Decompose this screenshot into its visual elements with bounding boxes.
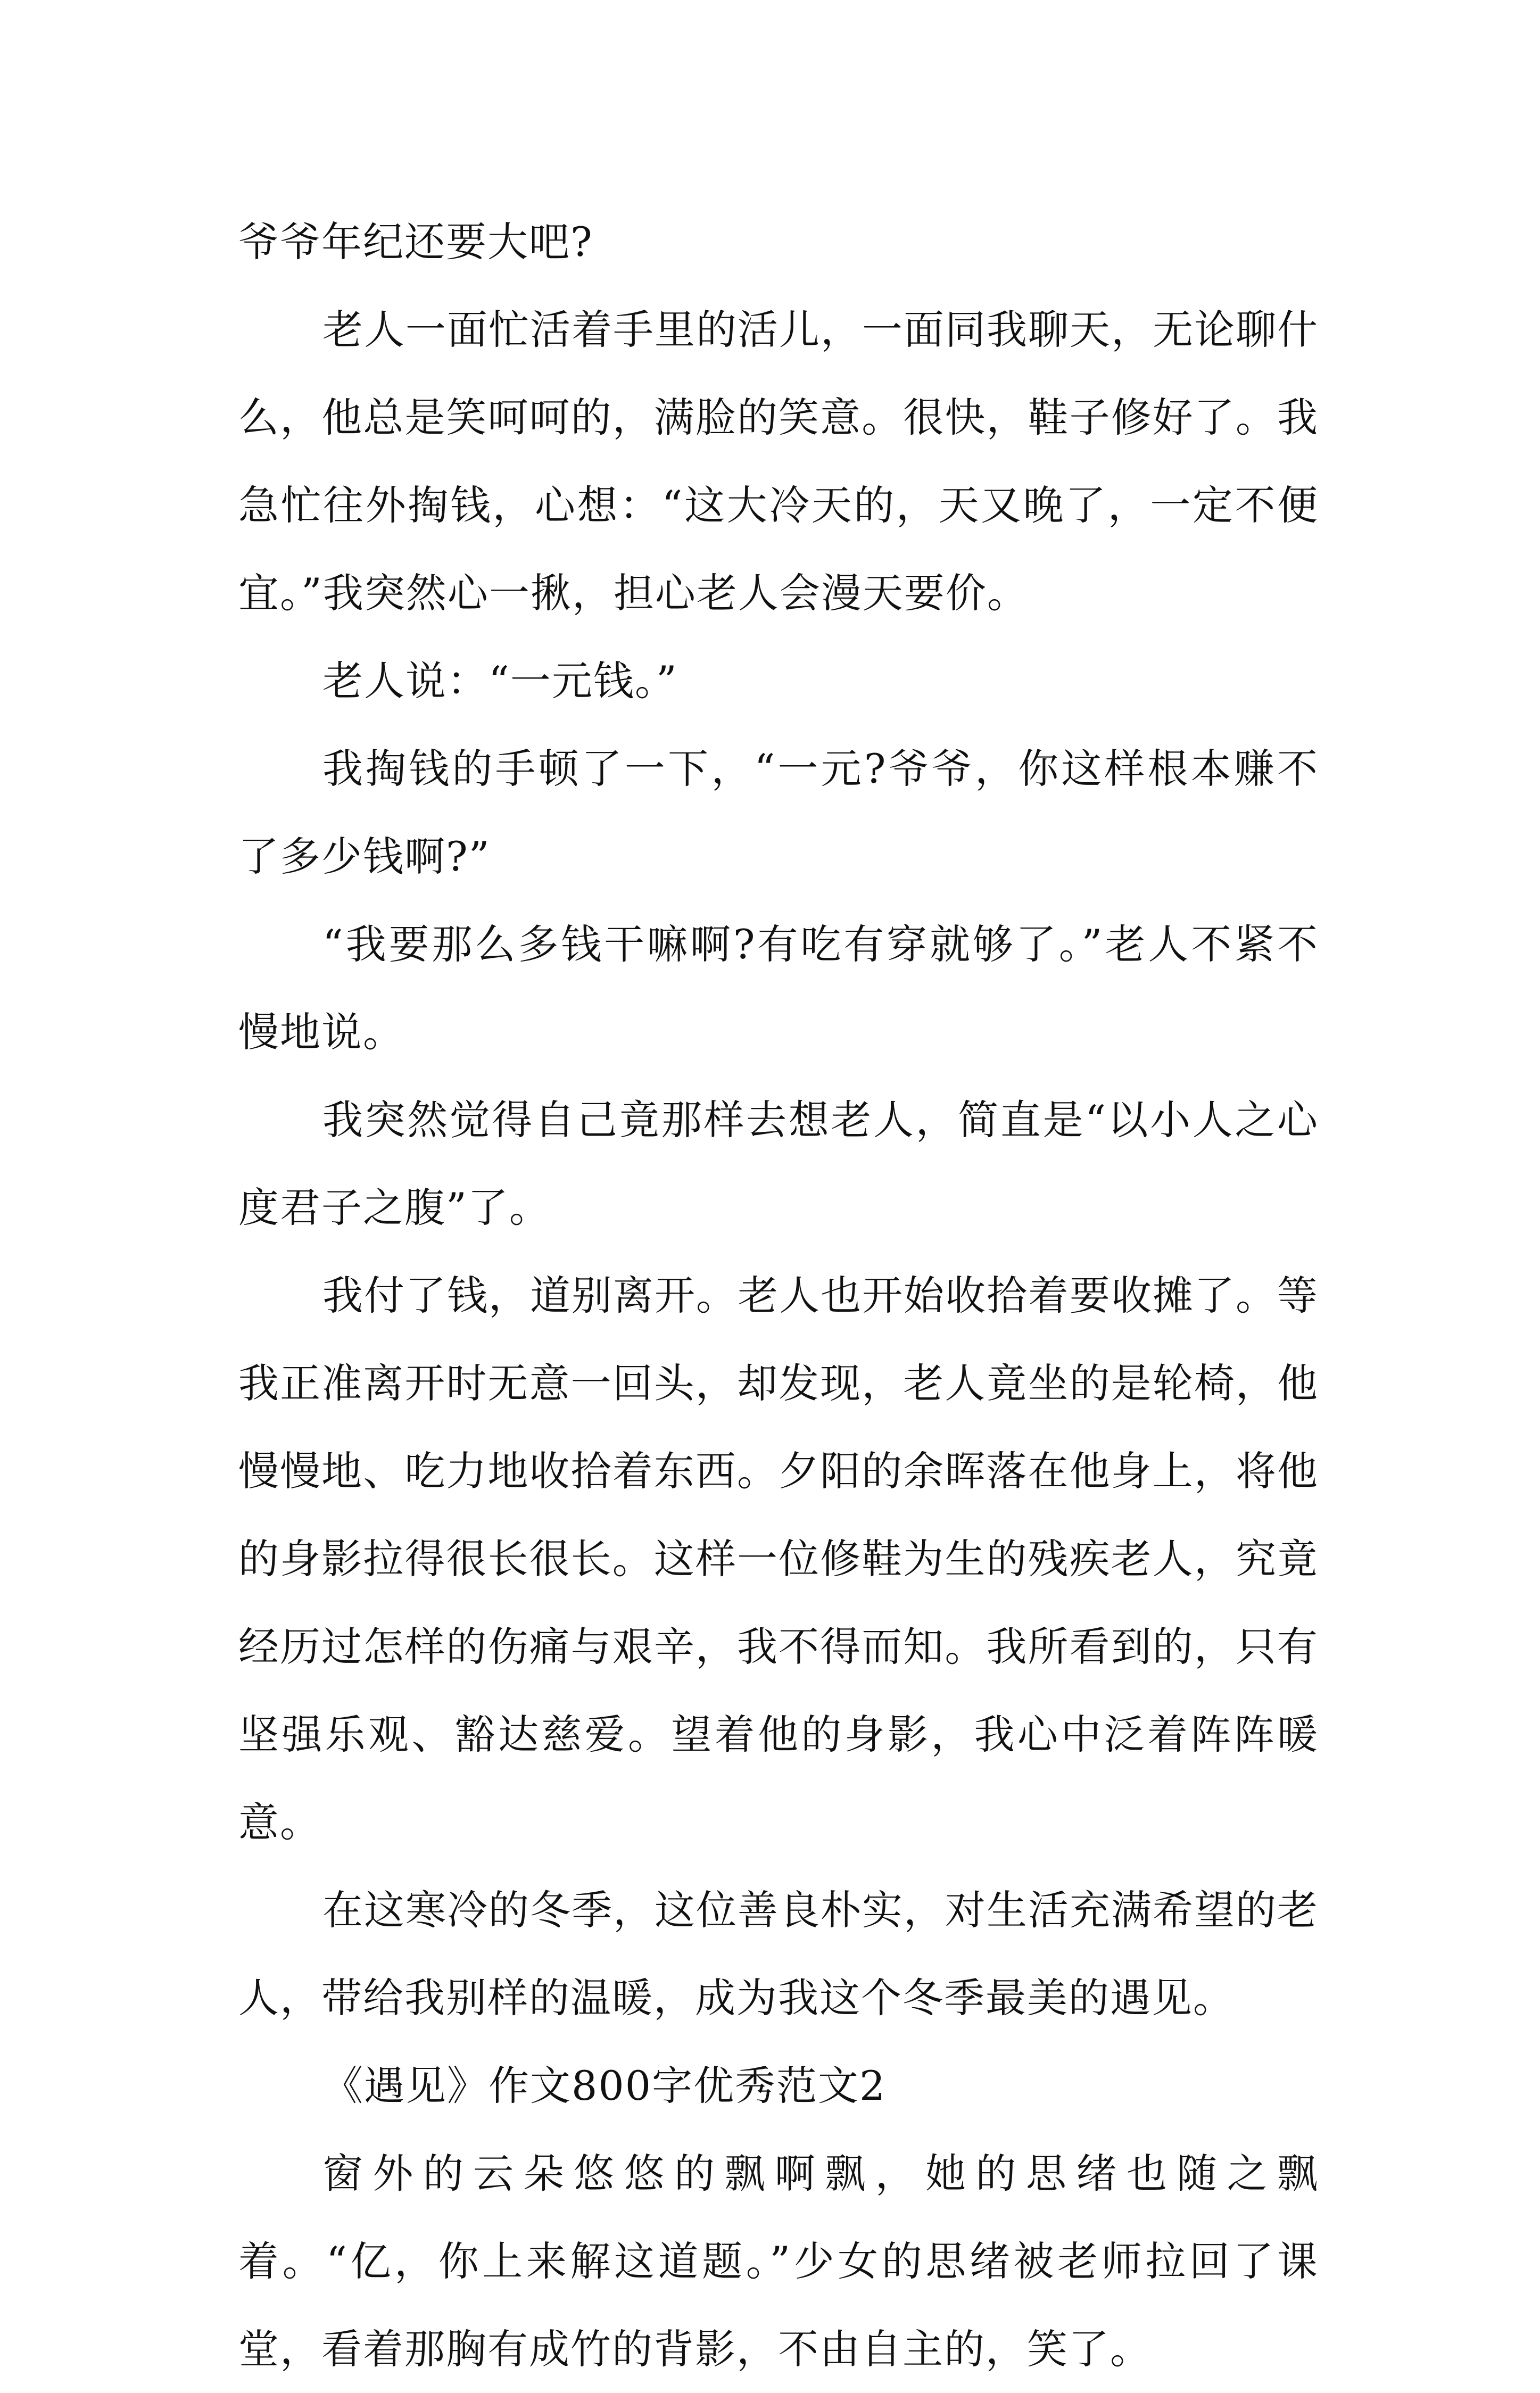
paragraph: 我掏钱的手顿了一下，“一元?爷爷，你这样根本赚不了多少钱啊?” [238,745,1319,880]
paragraph: 在这寒冷的冬季，这位善良朴实，对生活充满希望的老人，带给我别样的温暖，成为我这个冬季最美的遇见。 [238,1886,1319,2022]
paragraph: 老人一面忙活着手里的活儿，一面同我聊天，无论聊什么，他总是笑呵呵的，满脸的笑意。很快，鞋子修好了。我急忙往外掏钱，心想：“这大冷天的，天又晚了，一定不便宜。”我突然心一揪，担心老人会漫天要价。 [238,306,1319,617]
paragraph: “我要那么多钱干嘛啊?有吃有穿就够了。”老人不紧不慢地说。 [238,921,1319,1056]
document-page [238,198,1319,2393]
section-heading: 《遇见》作文800字优秀范文2 [322,2062,887,2109]
paragraph: 我付了钱，道别离开。老人也开始收拾着要收摊了。等我正准离开时无意一回头，却发现，老人竟坐的是轮椅，他慢慢地、吃力地收拾着东西。夕阳的余晖落在他身上，将他的身影拉得很长很长。这样一位修鞋为生的残疾老人，究竟经历过怎样的伤痛与艰辛，我不得而知。我所看到的，只有坚强乐观、豁达慈爱。望着他的身影，我心中泛着阵阵暖意。 [238,1272,1319,1846]
paragraph: 老人说：“一元钱。” [322,657,678,705]
paragraph: 我突然觉得自己竟那样去想老人，简直是“以小人之心度君子之腹”了。 [238,1096,1319,1231]
paragraph-continuation: 爷爷年纪还要大吧? [238,218,593,266]
paragraph: 窗外的云朵悠悠的飘啊飘，她的思绪也随之飘着。“亿，你上来解这道题。”少女的思绪被老师拉回了课堂，看着那胸有成竹的背影，不由自主的，笑了。 [238,2150,1319,2373]
